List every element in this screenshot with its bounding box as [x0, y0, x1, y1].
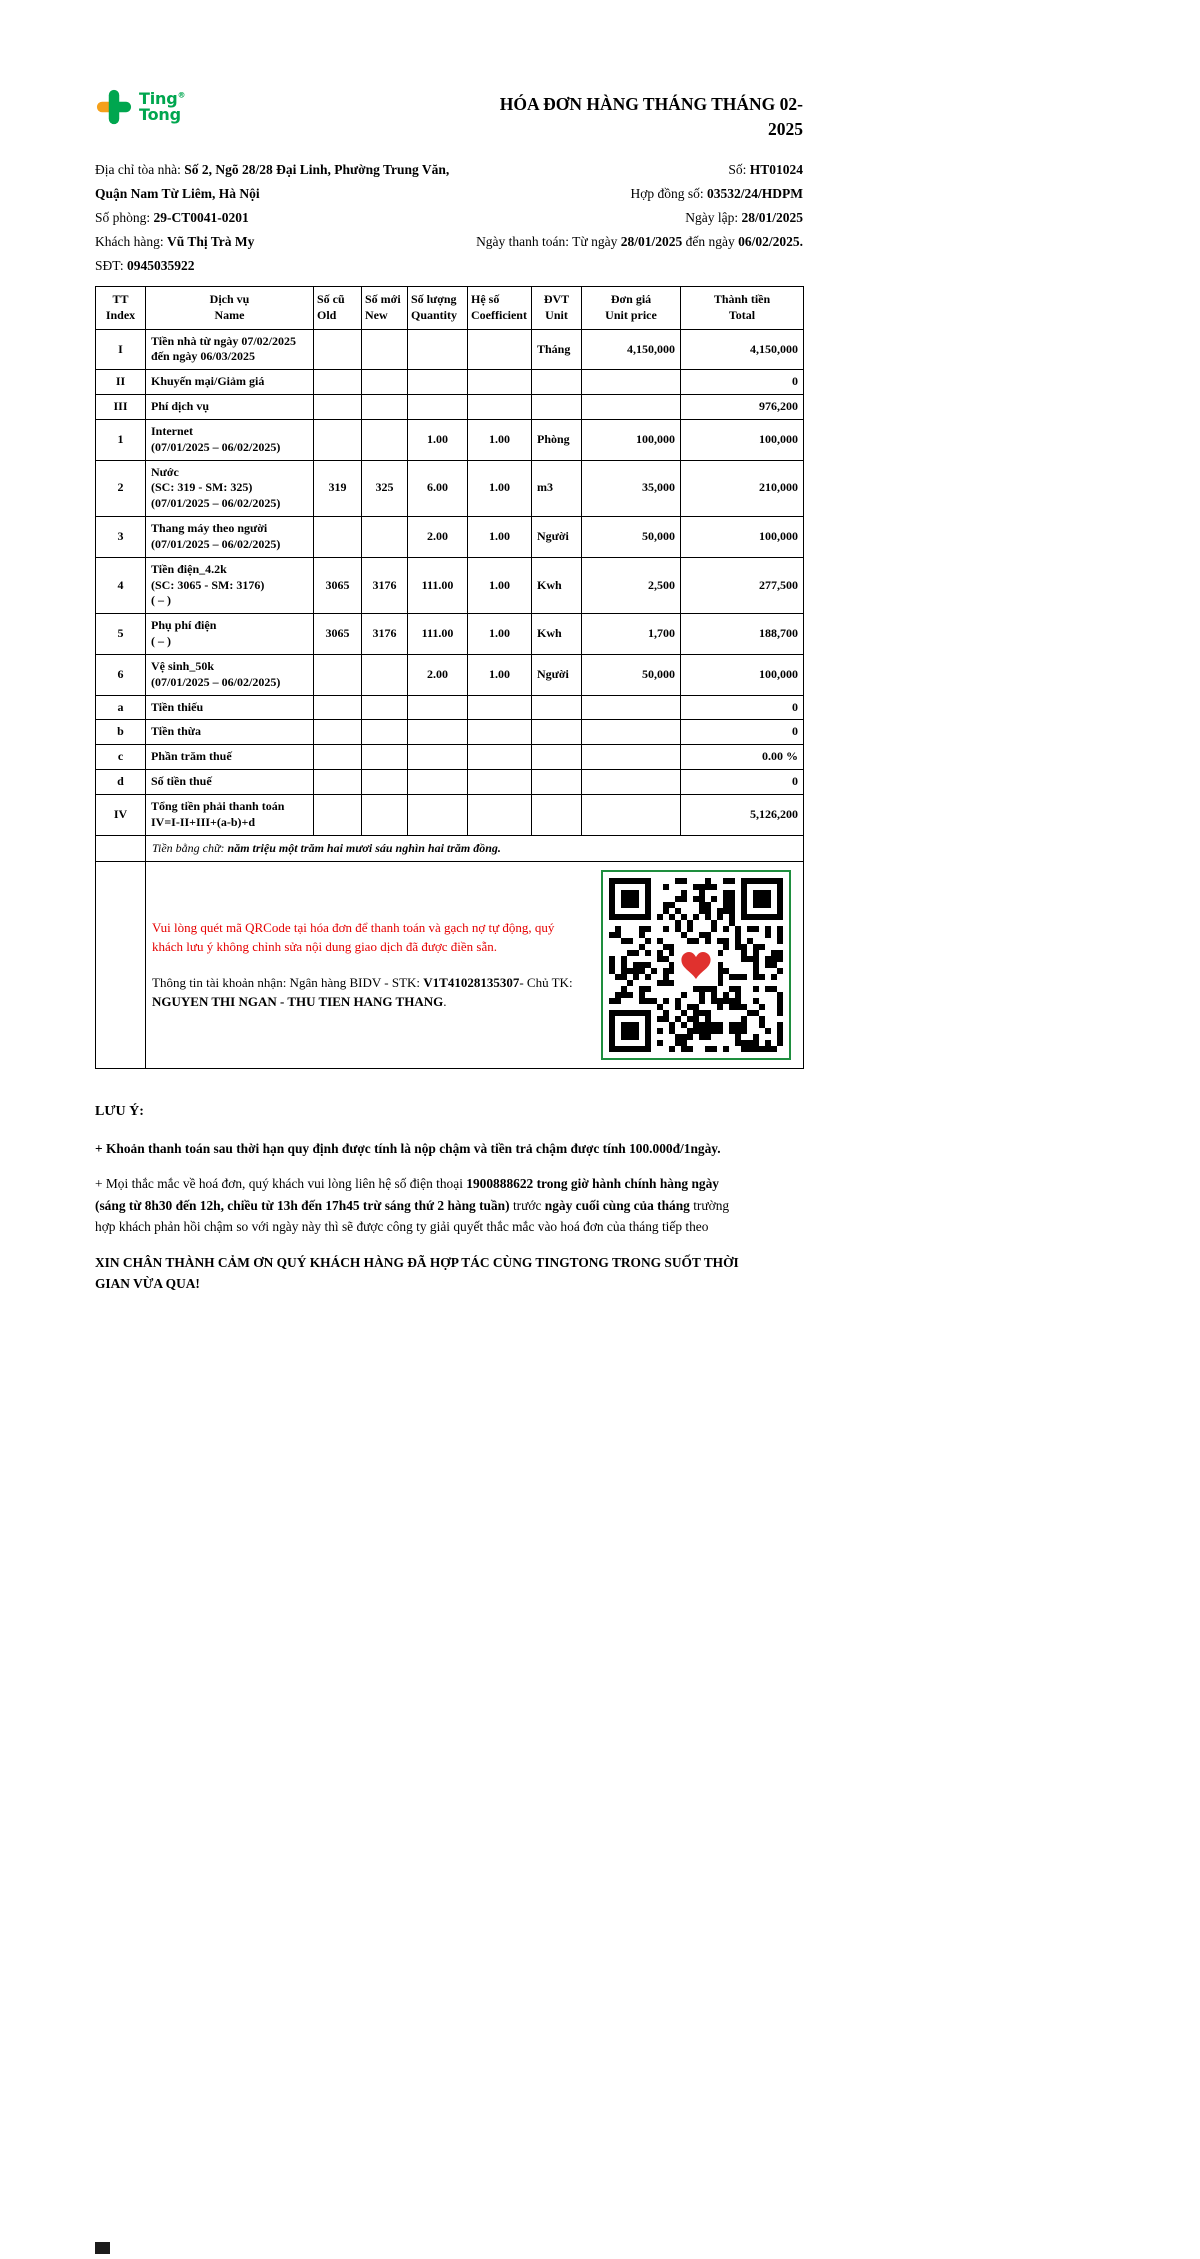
cell-unit: Người [532, 517, 582, 558]
table-row [96, 329, 804, 370]
note-thank-you: XIN CHÂN THÀNH CẢM ƠN QUÝ KHÁCH HÀNG ĐÃ HỢP TÁC CÙNG TINGTONG TRONG SUỐT THỜI GIAN VỪA QUA! [95, 1254, 739, 1291]
logo-tong: Tong [139, 105, 181, 124]
cell-new [362, 329, 408, 370]
tingtong-plus-icon [95, 88, 133, 126]
phone-label: SĐT: [95, 258, 127, 273]
issue-date-line [476, 206, 803, 230]
invoice-number-value: HT01024 [749, 162, 803, 177]
cell-unit: Tháng [532, 329, 582, 370]
cell-new [362, 654, 408, 695]
table-row [96, 720, 804, 745]
cell-new [362, 770, 408, 795]
cell-qty: 111.00 [408, 557, 468, 613]
table-row [96, 517, 804, 558]
cell-qty: 6.00 [408, 460, 468, 516]
column-header: Đơn giá Unit price [582, 287, 681, 330]
table-row [96, 695, 804, 720]
cell-tt: 5 [96, 614, 146, 655]
cell-qty [408, 720, 468, 745]
table-row [96, 419, 804, 460]
table-row [96, 557, 804, 613]
payment-period-label1: Ngày thanh toán: Từ ngày [476, 234, 621, 249]
cell-new [362, 695, 408, 720]
cell-price: 35,000 [582, 460, 681, 516]
payment-period-line [476, 230, 803, 254]
cell-name: Phần trăm thuế [146, 745, 314, 770]
cell-old: 319 [314, 460, 362, 516]
cell-price: 1,700 [582, 614, 681, 655]
cell-unit [532, 745, 582, 770]
note-contact [95, 1173, 747, 1237]
invoice-meta [476, 158, 803, 278]
cell-total: 0 [681, 720, 804, 745]
phone-line [95, 254, 476, 278]
amount-in-words-label: Tiền bằng chữ: [152, 840, 228, 855]
cell-new [362, 370, 408, 395]
cell-unit [532, 695, 582, 720]
table-row [96, 745, 804, 770]
cell-price [582, 370, 681, 395]
column-header: TT Index [96, 287, 146, 330]
logo-wordmark [139, 91, 185, 123]
account-label: Thông tin tài khoản nhận: Ngân hàng BIDV - STK: [152, 975, 424, 991]
amount-in-words-value: năm triệu một trăm hai mươi sáu nghìn hai trăm đồng. [227, 840, 501, 855]
cell-total: 0 [681, 370, 804, 395]
cell-coef: 1.00 [468, 460, 532, 516]
invoice-info [95, 158, 803, 278]
cell-name: Tiền nhà từ ngày 07/02/2025 đến ngày 06/03/2025 [146, 329, 314, 370]
contract-label: Hợp đồng số: [630, 186, 707, 201]
text-segment: 1900888622 [466, 1176, 534, 1192]
cell-tt: IV [96, 794, 146, 835]
cell-name: Tổng tiền phải thanh toán IV=I-II+III+(a-b)+d [146, 794, 314, 835]
cell-qty [408, 770, 468, 795]
cell-old [314, 720, 362, 745]
cell-unit [532, 395, 582, 420]
next-page-fragment [95, 2242, 110, 2254]
column-header: Hệ số Coefficient [468, 287, 532, 330]
document-title-line1: HÓA ĐƠN HÀNG THÁNG THÁNG 02- [499, 94, 803, 114]
cell-coef [468, 695, 532, 720]
cell-coef: 1.00 [468, 517, 532, 558]
room-number-line [95, 206, 476, 230]
table-row [96, 460, 804, 516]
cell-total: 188,700 [681, 614, 804, 655]
cell-name: Phí dịch vụ [146, 395, 314, 420]
invoice-content [95, 88, 803, 1294]
bank-account-info [152, 974, 582, 1012]
cell-name: Vệ sinh_50k (07/01/2025 – 06/02/2025) [146, 654, 314, 695]
table-row [96, 614, 804, 655]
cell-price [582, 770, 681, 795]
contract-value: 03532/24/HDPM [707, 186, 803, 201]
cell-tt: 2 [96, 460, 146, 516]
cell-unit: m3 [532, 460, 582, 516]
cell-new [362, 517, 408, 558]
account-holder-name: NGUYEN THI NGAN - THU TIEN HANG THANG [152, 994, 444, 1010]
table-row [96, 395, 804, 420]
cell-coef: 1.00 [468, 557, 532, 613]
cell-total: 0 [681, 770, 804, 795]
contract-number-line [476, 182, 803, 206]
invoice-number-label: Số: [728, 162, 750, 177]
cell-qty: 2.00 [408, 654, 468, 695]
cell-new [362, 745, 408, 770]
table-row [96, 654, 804, 695]
cell-price: 2,500 [582, 557, 681, 613]
cell-old [314, 329, 362, 370]
document-title-line2: 2025 [768, 119, 803, 140]
cell-qty: 111.00 [408, 614, 468, 655]
building-address-line2 [95, 182, 476, 206]
cell-name: Khuyến mại/Giảm giá [146, 370, 314, 395]
cell-total: 5,126,200 [681, 794, 804, 835]
cell-name: Phụ phí điện ( – ) [146, 614, 314, 655]
room-label: Số phòng: [95, 210, 154, 225]
cell-total: 100,000 [681, 517, 804, 558]
table-row [96, 770, 804, 795]
payment-start-date: 28/01/2025 [620, 234, 683, 249]
cell-tt: 4 [96, 557, 146, 613]
cell-tt: b [96, 720, 146, 745]
column-header: Số cũ Old [314, 287, 362, 330]
cell-name: Nước (SC: 319 - SM: 325) (07/01/2025 – 06/02/2025) [146, 460, 314, 516]
cell-tt: 6 [96, 654, 146, 695]
payment-instructions [152, 919, 582, 1012]
table-head [96, 287, 804, 330]
cell-unit [532, 720, 582, 745]
cell-name: Internet (07/01/2025 – 06/02/2025) [146, 419, 314, 460]
notes-heading: LƯU Ý: [95, 1104, 144, 1120]
cell-name: Tiền thừa [146, 720, 314, 745]
text-segment: trường hợp khách phản hồi chậm so với ngày này thì sẽ được công ty giải quyết thắc mắc vào hoá đơn của tháng tiếp theo [95, 1197, 730, 1235]
cell-qty [408, 695, 468, 720]
table-footer [96, 835, 804, 1069]
text-segment: trong giờ hành chính hàng ngày (sáng từ 8h30 đến 12h, chiều từ 13h đến 17h45 trừ sáng thứ 2 hàng tuần) [95, 1176, 719, 1213]
building-address-line1 [95, 158, 476, 182]
registered-mark: ® [177, 90, 186, 100]
cell-old [314, 695, 362, 720]
cell-total: 4,150,000 [681, 329, 804, 370]
phone-value: 0945035922 [126, 258, 195, 273]
cell-old [314, 770, 362, 795]
logo-ting: Ting [139, 89, 178, 108]
cell-old [314, 654, 362, 695]
cell-price: 100,000 [582, 419, 681, 460]
qr-scan-note: Vui lòng quét mã QRCode tại hóa đơn để thanh toán và gạch nợ tự động, quý khách lưu ý không chỉnh sửa nội dung giao dịch đã được điền sẵn. [152, 919, 555, 954]
cell-tt: c [96, 745, 146, 770]
customer-name-line [95, 230, 476, 254]
cell-new [362, 395, 408, 420]
cell-price [582, 745, 681, 770]
table-header-row [96, 287, 804, 330]
cell-coef [468, 720, 532, 745]
customer-info [95, 158, 476, 278]
tingtong-logo [95, 88, 185, 126]
invoice-number-line [476, 158, 803, 182]
address-value-2: Quận Nam Từ Liêm, Hà Nội [95, 186, 260, 201]
address-label: Địa chỉ tòa nhà: [95, 162, 185, 177]
cell-unit: Kwh [532, 614, 582, 655]
account-number: V1T41028135307 [423, 975, 520, 991]
cell-total: 100,000 [681, 419, 804, 460]
cell-old [314, 794, 362, 835]
cell-old [314, 517, 362, 558]
cell-coef [468, 329, 532, 370]
amount-in-words-row [96, 835, 804, 862]
cell-unit [532, 794, 582, 835]
heart-icon [674, 944, 718, 986]
cell-price [582, 395, 681, 420]
cell-price: 50,000 [582, 517, 681, 558]
cell-old [314, 419, 362, 460]
cell-coef [468, 745, 532, 770]
room-value: 29-CT0041-0201 [153, 210, 249, 225]
cell-old [314, 745, 362, 770]
cell-new: 3176 [362, 557, 408, 613]
column-header: ĐVT Unit [532, 287, 582, 330]
cell-new [362, 794, 408, 835]
account-info-period: . [443, 994, 447, 1010]
payment-cell [146, 862, 804, 1069]
payment-section [152, 870, 791, 1060]
cell-old [314, 370, 362, 395]
cell-price [582, 695, 681, 720]
table-row [96, 794, 804, 835]
cell-new: 3176 [362, 614, 408, 655]
qr-code [601, 870, 791, 1060]
cell-tt: II [96, 370, 146, 395]
invoice-header [95, 88, 803, 150]
cell-coef [468, 794, 532, 835]
cell-price [582, 794, 681, 835]
cell-unit [532, 370, 582, 395]
customer-label: Khách hàng: [95, 234, 167, 249]
cell-new [362, 720, 408, 745]
issue-date-value: 28/01/2025 [741, 210, 803, 225]
cell-qty [408, 794, 468, 835]
cell-name: Tiền điện_4.2k (SC: 3065 - SM: 3176) ( – ) [146, 557, 314, 613]
column-header: Số lượng Quantity [408, 287, 468, 330]
cell-qty [408, 329, 468, 370]
cell-qty: 1.00 [408, 419, 468, 460]
cell-name: Thang máy theo người (07/01/2025 – 06/02/2025) [146, 517, 314, 558]
cell-tt: III [96, 395, 146, 420]
issue-date-label: Ngày lập: [685, 210, 742, 225]
cell-unit: Phòng [532, 419, 582, 460]
cell-tt: 3 [96, 517, 146, 558]
cell-old [314, 395, 362, 420]
cell-name: Số tiền thuế [146, 770, 314, 795]
cell-qty: 2.00 [408, 517, 468, 558]
cell-price: 4,150,000 [582, 329, 681, 370]
cell-coef: 1.00 [468, 614, 532, 655]
cell-coef: 1.00 [468, 654, 532, 695]
cell-tt: I [96, 329, 146, 370]
cell-total: 0.00 % [681, 745, 804, 770]
cell-total: 0 [681, 695, 804, 720]
column-header: Dịch vụ Name [146, 287, 314, 330]
customer-value: Vũ Thị Trà My [166, 234, 255, 249]
cell-coef: 1.00 [468, 419, 532, 460]
cell-name: Tiền thiếu [146, 695, 314, 720]
text-segment: trước [509, 1197, 545, 1213]
document-title [491, 92, 803, 143]
cell-old: 3065 [314, 557, 362, 613]
cell-qty [408, 370, 468, 395]
cell-old: 3065 [314, 614, 362, 655]
table-body [96, 329, 804, 835]
amount-in-words-cell [146, 835, 804, 862]
empty-cell [96, 862, 146, 1069]
cell-price: 50,000 [582, 654, 681, 695]
payment-end-date: 06/02/2025. [738, 234, 803, 249]
cell-tt: d [96, 770, 146, 795]
cell-unit: Người [532, 654, 582, 695]
text-segment: + Mọi thắc mắc về hoá đơn, quý khách vui lòng liên hệ số điện thoại [95, 1176, 467, 1192]
column-header: Thành tiền Total [681, 287, 804, 330]
cell-coef [468, 770, 532, 795]
cell-total: 100,000 [681, 654, 804, 695]
cell-total: 277,500 [681, 557, 804, 613]
table-row [96, 370, 804, 395]
cell-tt: a [96, 695, 146, 720]
notes-section [95, 1101, 747, 1294]
payment-row [96, 862, 804, 1069]
cell-unit: Kwh [532, 557, 582, 613]
account-holder-label: - Chủ TK: [519, 975, 573, 991]
cell-total: 976,200 [681, 395, 804, 420]
invoice-table [95, 286, 804, 1069]
cell-total: 210,000 [681, 460, 804, 516]
text-segment: ngày cuối cùng của tháng [544, 1197, 690, 1213]
column-header: Số mới New [362, 287, 408, 330]
note-late-payment: + Khoản thanh toán sau thời hạn quy định được tính là nộp chậm và tiền trả chậm được tính 100.000đ/1ngày. [95, 1140, 721, 1156]
cell-price [582, 720, 681, 745]
cell-qty [408, 395, 468, 420]
empty-cell [96, 835, 146, 862]
payment-period-label2: đến ngày [682, 234, 739, 249]
cell-new: 325 [362, 460, 408, 516]
cell-unit [532, 770, 582, 795]
cell-coef [468, 370, 532, 395]
cell-new [362, 419, 408, 460]
cell-tt: 1 [96, 419, 146, 460]
cell-coef [468, 395, 532, 420]
address-value-1: Số 2, Ngõ 28/28 Đại Linh, Phường Trung Văn, [184, 162, 450, 177]
cell-qty [408, 745, 468, 770]
